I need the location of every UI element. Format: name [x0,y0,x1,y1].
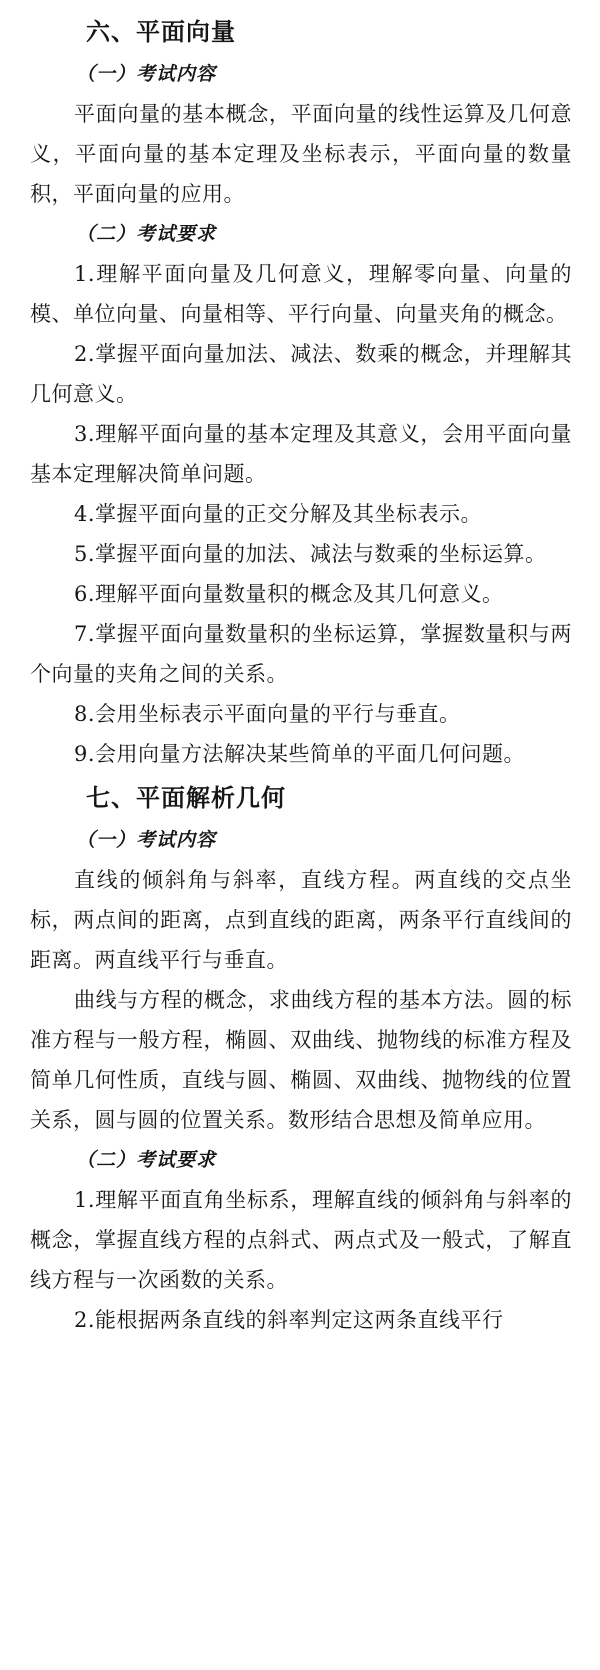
section-7-requirement-2: 2.能根据两条直线的斜率判定这两条直线平行 [74,1308,504,1332]
section-7-content-paragraph-1: 直线的倾斜角与斜率，直线方程。两直线的交点坐标，两点间的距离，点到直线的距离，两条平行直线间的距离。两直线平行与垂直。 [30,868,572,972]
section-6-requirement-7: 7.掌握平面向量数量积的坐标运算，掌握数量积与两个向量的夹角之间的关系。 [30,622,572,686]
section-6-content-paragraph: 平面向量的基本概念，平面向量的线性运算及几何意义，平面向量的基本定理及坐标表示，平面向量的数量积，平面向量的应用。 [30,102,572,206]
section-6-requirement-6: 6.理解平面向量数量积的概念及其几何意义。 [74,582,504,606]
section-6-requirement-5: 5.掌握平面向量的加法、减法与数乘的坐标运算。 [74,542,547,566]
section-7-title: 七、平面解析几何 [86,784,286,812]
section-6-requirement-1: 1.理解平面向量及几何意义，理解零向量、向量的模、单位向量、向量相等、平行向量、向量夹角的概念。 [30,262,572,326]
section-7-requirement-1: 1.理解平面直角坐标系，理解直线的倾斜角与斜率的概念，掌握直线方程的点斜式、两点式及一般式，了解直线方程与一次函数的关系。 [30,1188,572,1292]
section-6-requirement-9: 9.会用向量方法解决某些简单的平面几何问题。 [74,742,526,766]
section-6-requirement-4: 4.掌握平面向量的正交分解及其坐标表示。 [74,502,483,526]
section-6-requirement-2: 2.掌握平面向量加法、减法、数乘的概念，并理解其几何意义。 [30,342,572,406]
section-7-content-paragraph-2: 曲线与方程的概念，求曲线方程的基本方法。圆的标准方程与一般方程，椭圆、双曲线、抛物线的标准方程及简单几何性质，直线与圆、椭圆、双曲线、抛物线的位置关系，圆与圆的位置关系。数形结合思想及简单应用。 [30,988,572,1132]
section-6-content-heading: （一）考试内容 [76,63,217,85]
section-7-content-heading: （一）考试内容 [76,829,217,851]
section-6-requirements-heading: （二）考试要求 [76,223,217,245]
section-6-title: 六、平面向量 [86,18,236,46]
section-6-requirement-3: 3.理解平面向量的基本定理及其意义，会用平面向量基本定理解决简单问题。 [30,422,572,486]
section-7-requirements-heading: （二）考试要求 [76,1149,217,1171]
section-6-requirement-8: 8.会用坐标表示平面向量的平行与垂直。 [74,702,461,726]
